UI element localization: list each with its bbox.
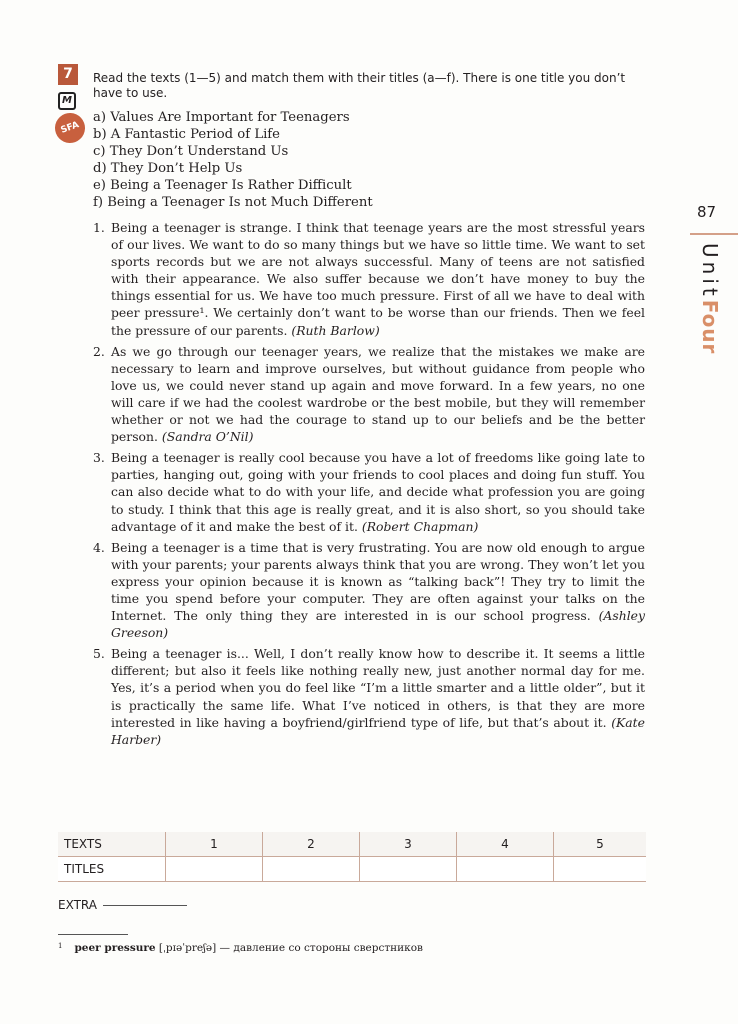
sfa-icon: SFA [51, 109, 89, 147]
unit-word: Unit [698, 243, 722, 300]
text-number: 5. [93, 646, 105, 662]
answer-cell[interactable] [166, 857, 263, 882]
unit-label [698, 243, 722, 354]
extra-label: EXTRA [58, 898, 97, 912]
footnote-term: peer pressure [74, 942, 156, 954]
footnote-mark: 1 [58, 942, 63, 950]
title-option: c) They Don’t Understand Us [93, 144, 289, 159]
titles-list [93, 109, 373, 211]
answer-table [58, 832, 646, 882]
text-number: 2. [93, 343, 105, 359]
row-label: TEXTS [58, 832, 166, 857]
column-header: 3 [360, 832, 457, 857]
page-number-divider [690, 233, 738, 235]
m-icon: M [58, 92, 76, 110]
title-option: d) They Don’t Help Us [93, 161, 243, 176]
title-option: e) Being a Teenager Is Rather Difficult [93, 178, 352, 193]
text-number: 4. [93, 539, 105, 555]
text-number: 3. [93, 450, 105, 466]
footnote [58, 942, 423, 954]
row-label: TITLES [58, 857, 166, 882]
text-author: (Ruth Barlow) [291, 322, 380, 338]
footnote-translation: — давление со стороны сверстников [216, 942, 423, 954]
texts-row [58, 832, 646, 857]
footnote-transcription: [ˌpɪəˈpreʃə] [155, 942, 217, 954]
text-body: Being a teenager is... Well, I don’t really know how to describe it. It seems a little different; but also it feels like nothing really new, just another normal day for me. Yes, it’s a period when you do feel like “I’m a little smarter and a little older”, but it is practically the same life. What I’ve noticed in others, is that they are more interested in like having a boyfriend/girlfriend type of life, but that’s about it. [111, 646, 645, 730]
text-author: (Kate Harber) [111, 714, 645, 747]
column-header: 4 [457, 832, 554, 857]
text-body: Being a teenager is strange. I think that teenage years are the most stressful years of our lives. We want to do so many things but we have so little time. We want to set sports records but we are not always successful. Many of teens are not satisfied with their appearance. We also suffer because we don’t have money to buy the things essential for us. We have too much pressure. First of all we have to deal with peer pressure¹. We certainly don’t want to be worse than our friends. Then we feel the pressure of our parents. [111, 220, 645, 338]
text-item [93, 343, 645, 446]
text-item [93, 449, 645, 534]
page-number: 87 [697, 203, 717, 221]
extra-answer-line[interactable] [103, 905, 187, 906]
exercise-instruction: Read the texts (1—5) and match them with their titles (a—f). There is one title you don’t have to use. [93, 71, 626, 100]
answer-cell[interactable] [554, 857, 647, 882]
exercise-number-badge: 7 [58, 64, 78, 85]
answer-cell[interactable] [457, 857, 554, 882]
text-item [93, 219, 645, 339]
title-option: b) A Fantastic Period of Life [93, 127, 280, 142]
answer-cell[interactable] [263, 857, 360, 882]
answer-cell[interactable] [360, 857, 457, 882]
column-header: 5 [554, 832, 647, 857]
text-body: Being a teenager is a time that is very frustrating. You are now old enough to argue with your parents; your parents always think that you are wrong. They won’t let you express your opinion because it is known as “talking back”! They try to limit the time you spend before your computer. They are often against your talks on the Internet. The only thing they are interested in is our school progress. [111, 539, 645, 624]
text-item [93, 539, 645, 642]
texts-list [93, 219, 645, 752]
text-body: Being a teenager is really cool because you have a lot of freedoms like going late to parties, hanging out, going with your friends to cool places and doing fun stuff. You can also decide what to do with your life, and decide what profession you are going to study. I think that this age is really great, and it is also short, so you should take advantage of it and make the best of it. [111, 450, 645, 534]
text-body: As we go through our teenager years, we realize that the mistakes we make are necessary to learn and improve ourselves, but without guidance from people who love us, we could never stand up again and move forward. In a few years, no one will care if we had the coolest wardrobe or the best mobile, but they will remember whether or not we had the courage to stand up to our beliefs and be the better person. [111, 343, 645, 445]
column-header: 2 [263, 832, 360, 857]
title-option: f) Being a Teenager Is not Much Different [93, 195, 373, 210]
extra-field [58, 898, 187, 912]
footnote-divider [58, 934, 128, 935]
title-option: a) Values Are Important for Teenagers [93, 110, 350, 125]
text-number: 1. [93, 220, 105, 235]
column-header: 1 [166, 832, 263, 857]
text-author: (Ashley Greeson) [111, 608, 645, 641]
text-author: (Sandra O’Nil) [161, 429, 254, 445]
unit-number: Four [698, 299, 722, 355]
text-item [93, 645, 645, 748]
titles-row [58, 857, 646, 882]
text-author: (Robert Chapman) [361, 518, 479, 534]
